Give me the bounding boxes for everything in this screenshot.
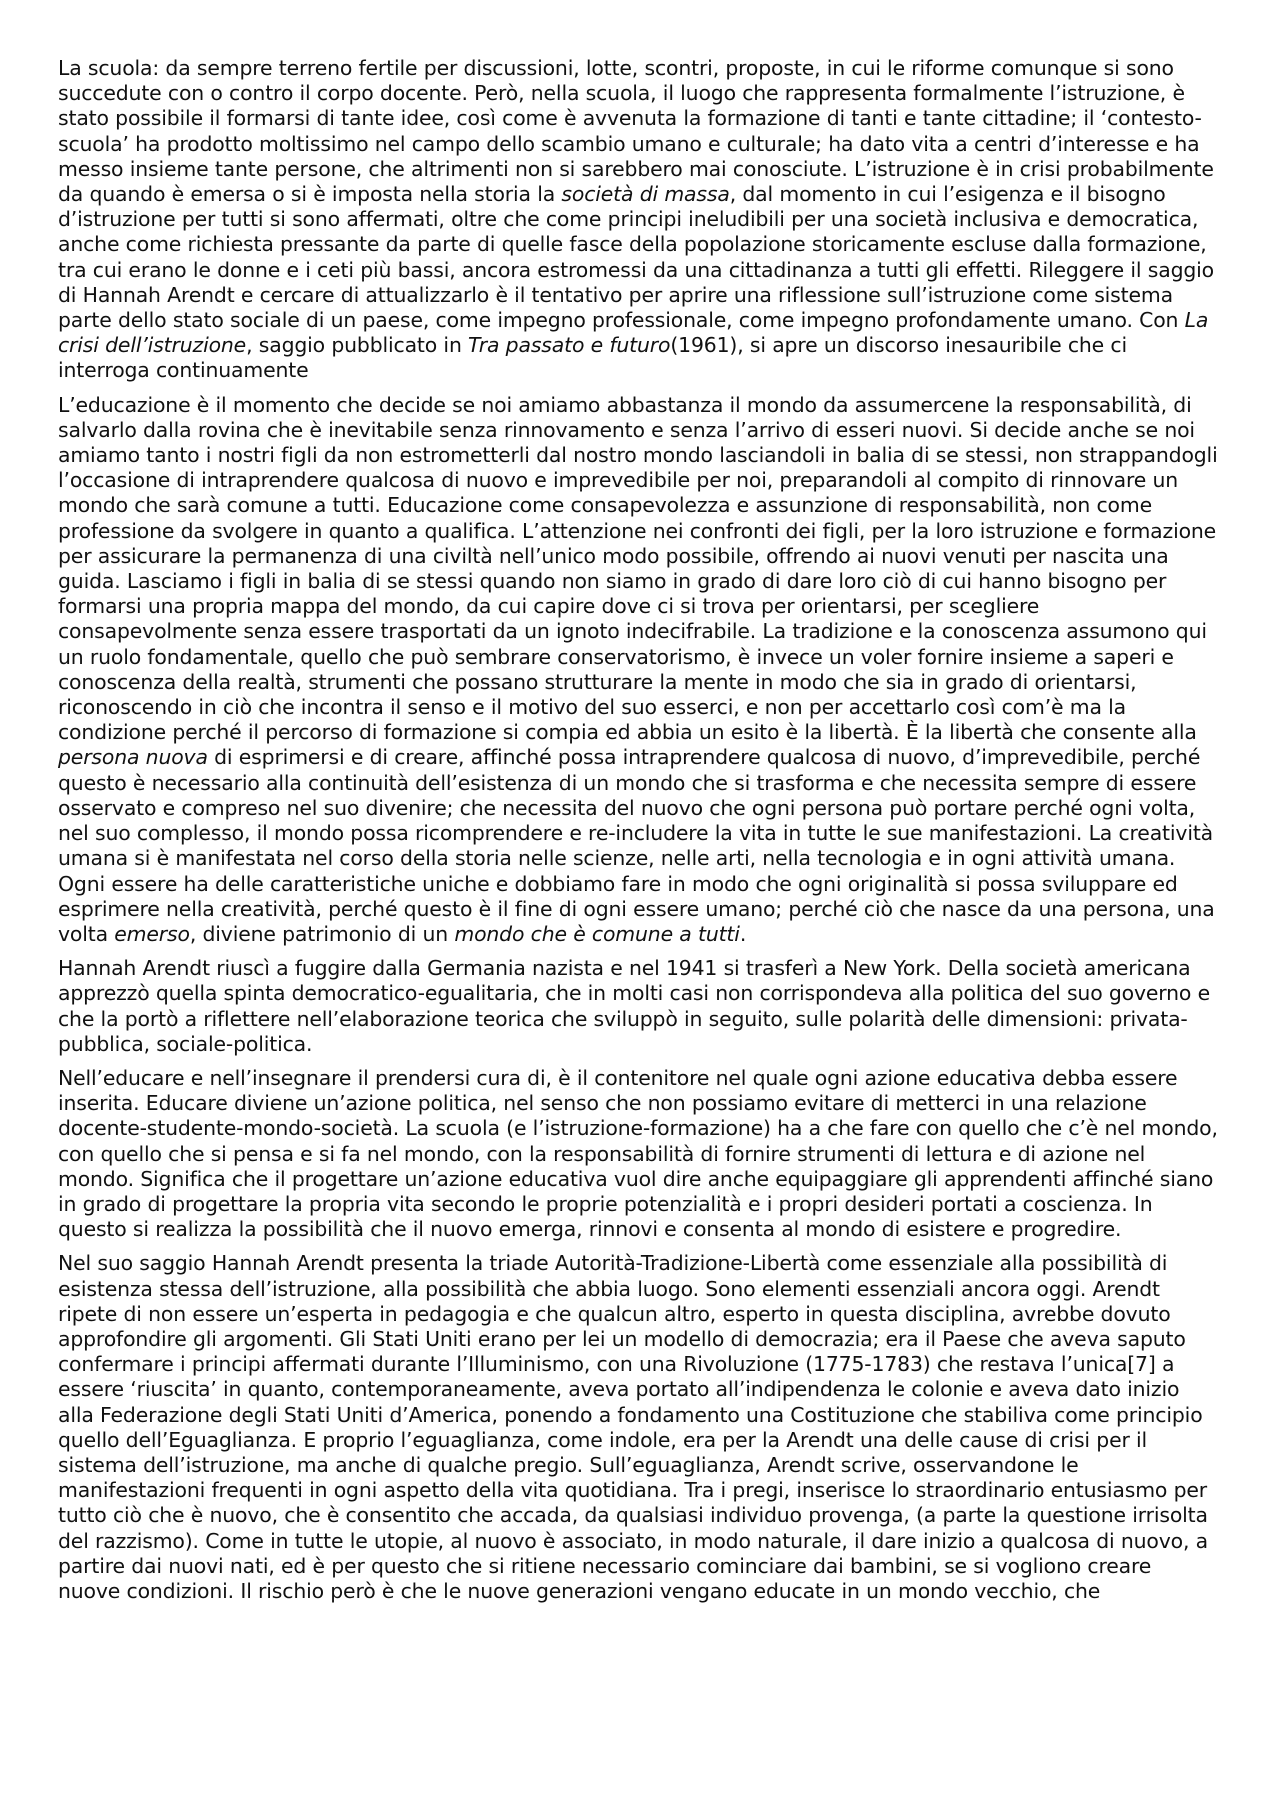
text-run: Nell’educare e nell’insegnare il prendersi cura di, è il contenitore nel quale ogni azione educativa debba essere inserita. Educare diviene un’azione politica, nel senso che non possiamo evitare di metterci in una relazione docente-studente-mondo-società. La scuola (e l’istruzione-formazione) ha a che fare con quello che c’è nel mondo, con quello che si pensa e si fa nel mondo, con la responsabilità di fornire strumenti di lettura e di azione nel mondo. Significa che il progettare un’azione educativa vuol dire anche equipaggiare gli apprendenti affinché siano in grado di progettare la propria vita secondo le proprie potenzialità e i propri desideri portati a coscienza. In questo si realizza la possibilità che il nuovo emerga, rinnovi e consenta al mondo di esistere e progredire. (58, 1065, 1218, 1242)
paragraph-triade (58, 1251, 1218, 1604)
text-run: , diviene patrimonio di un (189, 921, 455, 946)
italic-run: persona nuova (58, 745, 208, 770)
text-run: (1961), si apre un discorso inesauribile che ci interroga continuamente (58, 333, 1127, 383)
text-run: Hannah Arendt riuscì a fuggire dalla Germania nazista e nel 1941 si trasferì a New York. Della società americana apprezzò quella spinta democratico-egualitaria, che in molti casi non corrispondeva alla politica del suo governo e che la portò a riflettere nell’elaborazione teorica che sviluppò in seguito, sulle polarità delle dimensioni: privata-pubblica, sociale-politica. (58, 956, 1210, 1056)
text-run: Nel suo saggio Hannah Arendt presenta la triade Autorità-Tradizione-Libertà come essenziale alla possibilità di esistenza stessa dell’istruzione, alla possibilità che abbia luogo. Sono elementi essenziali ancora oggi. Arendt ripete di non essere un’esperta in pedagogia e che qualcun altro, esperto in questa disciplina, avrebbe dovuto approfondire gli argomenti. Gli Stati Uniti erano per lei un modello di democrazia; era il Paese che aveva saputo confermare i principi affermati durante l’Illuminismo, con una Rivoluzione (1775-1783) che restava l’unica[7] a essere ‘riuscita’ in quanto, contemporaneamente, aveva portato all’indipendenza le colonie e aveva dato inizio alla Federazione degli Stati Uniti d’America, ponendo a fondamento una Costituzione che stabiliva come principio quello dell’Eguaglianza. E proprio l’eguaglianza, come indole, era per la Arendt una delle cause di crisi per il sistema dell’istruzione, ma anche di qualche pregio. Sull’eguaglianza, Arendt scrive, osservandone le manifestazioni frequenti in ogni aspetto della vita quotidiana. Tra i pregi, inserisce lo straordinario entusiasmo per tutto ciò che è nuovo, che è consentito che accada, da qualsiasi individuo provenga, (a parte la questione irrisolta del razzismo). Come in tutte le utopie, al nuovo è associato, in modo naturale, il dare inizio a qualcosa di nuovo, a partire dai nuovi nati, ed è per questo che si ritiene necessario cominciare dai bambini, se si vogliono creare nuove condizioni. Il rischio però è che le nuove generazioni vengano educate in un mondo vecchio, che (58, 1251, 1208, 1603)
italic-run: La crisi dell’istruzione (58, 308, 1209, 358)
text-run: L’educazione è il momento che decide se noi amiamo abbastanza il mondo da assumercene la responsabilità, di salvarlo dalla rovina che è inevitabile senza rinnovamento e senza l’arrivo di esseri nuovi. Si decide anche se noi amiamo tanto i nostri figli da non estrometterli dal nostro mondo lasciandoli in balia di se stessi, non strappandogli l’occasione di intraprendere qualcosa di nuovo e imprevedibile per noi, preparandoli al compito di rinnovare un mondo che sarà comune a tutti. Educazione come consapevolezza e assunzione di responsabilità, non come professione da svolgere in quanto a qualifica. L’attenzione nei confronti dei figli, per la loro istruzione e formazione per assicurare la permanenza di una civiltà nell’unico modo possibile, offrendo ai nuovi venuti per nascita una guida. Lasciamo i figli in balia di se stessi quando non siamo in grado di dare loro ciò di cui hanno bisogno per formarsi una propria mappa del mondo, da cui capire dove ci si trova per orientarsi, per scegliere consapevolmente senza essere trasportati da un ignoto indecifrabile. La tradizione e la conoscenza assumono qui un ruolo fondamentale, quello che può sembrare conservatorismo, è invece un voler fornire insieme a saperi e conoscenza della realtà, strumenti che possano strutturare la mente in modo che sia in grado di orientarsi, riconoscendo in ciò che incontra il senso e il motivo del suo esserci, e non per accettarlo così com’è ma la condizione perché il percorso di formazione si compia ed abbia un esito è la libertà. È la libertà che consente alla (58, 392, 1218, 745)
document-page (58, 56, 1218, 1613)
paragraph-educare (58, 1066, 1218, 1242)
paragraph-arendt-biography (58, 956, 1218, 1057)
text-run: . (739, 921, 747, 946)
italic-run: società di massa (561, 182, 730, 207)
text-run: di esprimersi e di creare, affinché possa intraprendere qualcosa di nuovo, d’imprevedibile, perché questo è necessario alla continuità dell’esistenza di un mondo che si trasforma e che necessita sempre di essere osservato e compreso nel suo divenire; che necessita del nuovo che ogni persona può portare perché ogni volta, nel suo complesso, il mondo possa ricomprendere e re-includere la vita in tutte le sue manifestazioni. La creatività umana si è manifestata nel corso della storia nelle scienze, nelle arti, nella tecnologia e in ogni attività umana. Ogni essere ha delle caratteristiche uniche e dobbiamo fare in modo che ogni originalità si possa sviluppare ed esprimere nella creatività, perché questo è il fine di ogni essere umano; perché ciò che nasce da una persona, una volta (58, 745, 1215, 946)
text-run: La scuola: da sempre terreno fertile per discussioni, lotte, scontri, proposte, in cui le riforme comunque si sono succedute con o contro il corpo docente. Però, nella scuola, il luogo che rappresenta formalmente l’istruzione, è stato possibile il formarsi di tante idee, così come è avvenuta la formazione di tanti e tante cittadine; il ‘contesto-scuola’ ha prodotto moltissimo nel campo dello scambio umano e culturale; ha dato vita a centri d’interesse e ha messo insieme tante persone, che altrimenti non si sarebbero mai conosciute. L’istruzione è in crisi probabilmente da quando è emersa o si è imposta nella storia la (58, 56, 1214, 207)
italic-run: emerso (114, 921, 190, 946)
paragraph-education (58, 393, 1218, 947)
text-run: , dal momento in cui l’esigenza e il bisogno d’istruzione per tutti si sono affermati, oltre che come principi ineludibili per una società inclusiva e democratica, anche come richiesta pressante da parte di quelle fasce della popolazione storicamente escluse dalla formazione, tra cui erano le donne e i ceti più bassi, ancora estromessi da una cittadinanza a tutti gli effetti. Rileggere il saggio di Hannah Arendt e cercare di attualizzarlo è il tentativo per aprire una riflessione sull’istruzione come sistema parte dello stato sociale di un paese, come impegno professionale, come impegno profondamente umano. Con (58, 182, 1214, 333)
italic-run: mondo che è comune a tutti (454, 921, 740, 946)
paragraph-intro (58, 56, 1218, 384)
text-run: , saggio pubblicato in (246, 333, 469, 358)
italic-run: Tra passato e futuro (468, 333, 671, 358)
